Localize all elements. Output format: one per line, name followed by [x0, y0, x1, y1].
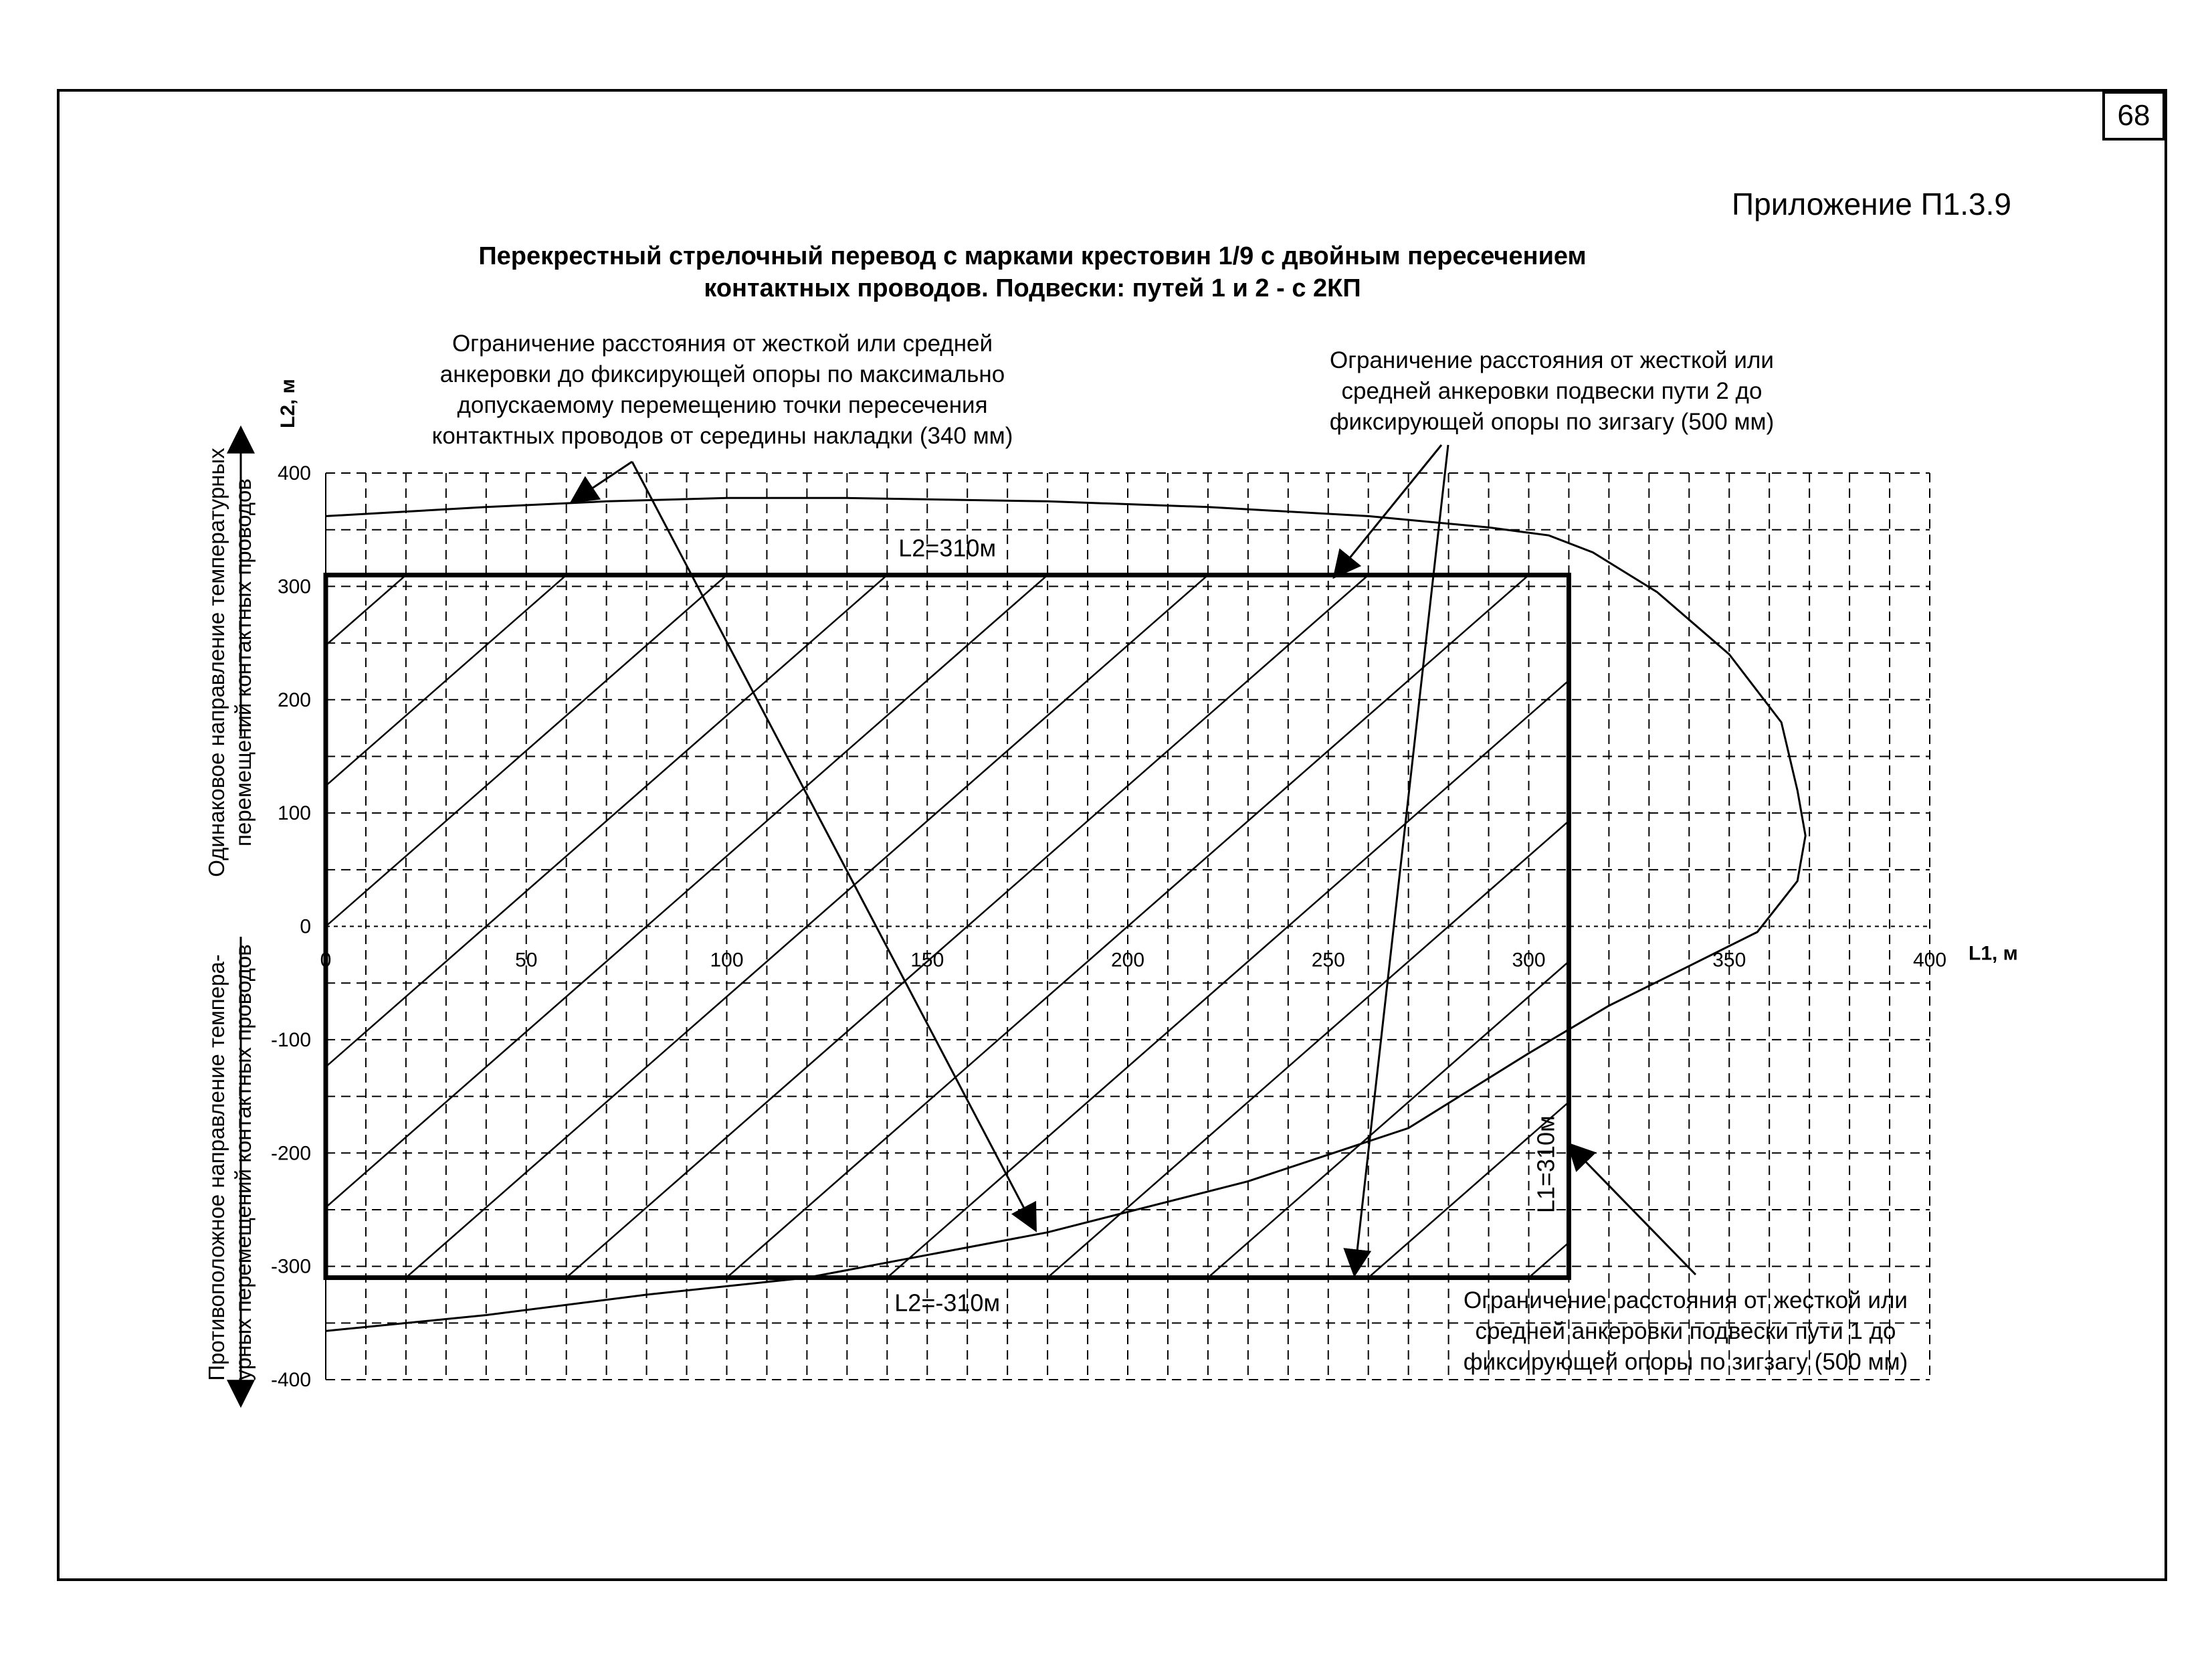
x-tick-label: 150	[910, 949, 944, 972]
y-tick-label: 300	[277, 575, 311, 598]
x-tick-label: 50	[515, 949, 538, 972]
annotation-line: фиксирующей опоры по зигзагу (500 мм)	[1329, 409, 1775, 435]
annotation-line: анкеровки до фиксирующей опоры по максимально	[439, 361, 1005, 387]
y-tick-label: -300	[270, 1255, 311, 1278]
y-tick-label: 200	[277, 688, 311, 711]
x-tick-label: 100	[710, 949, 744, 972]
annotation-line: допускаемому перемещению точки пересечения	[457, 392, 988, 418]
y-side-label-upper-line: Одинаковое направление температурных	[204, 448, 229, 877]
series-curve-0	[326, 498, 1805, 1331]
annotation-line: Ограничение расстояния от жесткой или	[1464, 1287, 1908, 1313]
hatch-line	[1849, 575, 2212, 1277]
y-side-label-upper-line: перемещений контактных проводов	[231, 478, 256, 846]
y-tick-label: -400	[270, 1369, 311, 1391]
hatch-line	[2171, 575, 2212, 1277]
annotation-line: Ограничение расстояния от жесткой или	[1330, 347, 1774, 373]
chart-title-line1: Перекрестный стрелочный перевод с марками крестовин 1/9 с двойным пересечением	[478, 242, 1587, 270]
leader-arrow	[1334, 445, 1441, 577]
annotations	[432, 331, 1908, 1375]
y-tick-label: 400	[277, 462, 311, 484]
label-right: L1=310м	[1532, 1115, 1560, 1214]
y-side-label-lower-line: турных перемещений контактных проводов	[231, 944, 256, 1391]
y-side-label-upper	[204, 448, 256, 877]
x-tick-label: 200	[1110, 949, 1145, 972]
x-tick-label: 250	[1311, 949, 1345, 972]
hatch-line	[1689, 575, 2212, 1277]
curves	[326, 498, 1805, 1331]
chart-title-line2: контактных проводов. Подвески: путей 1 и 2 - с 2КП	[704, 274, 1361, 302]
annotation-3	[1464, 1287, 1908, 1375]
annotation-line: фиксирующей опоры по зигзагу (500 мм)	[1463, 1349, 1908, 1375]
leader-arrow	[572, 462, 632, 502]
y-axis-label: L2, м	[277, 379, 299, 428]
annotation-line: средней анкеровки подвески пути 1 до	[1475, 1318, 1896, 1344]
hatch-line	[2010, 575, 2212, 1277]
page-number: 68	[2102, 91, 2165, 141]
x-axis-label: L1, м	[1969, 942, 2018, 965]
annotation-line: средней анкеровки подвески пути 2 до	[1341, 378, 1763, 404]
annotation-2	[1330, 347, 1774, 435]
y-tick-label: -200	[270, 1142, 311, 1165]
x-tick-label: 0	[320, 949, 332, 972]
label-top: L2=310м	[898, 534, 997, 562]
hatch-line	[0, 575, 85, 1277]
x-tick-label: 300	[1512, 949, 1546, 972]
x-tick-label: 350	[1712, 949, 1746, 972]
annotation-1	[432, 331, 1013, 449]
y-tick-label: 100	[277, 802, 311, 825]
annotation-line: контактных проводов от середины накладки (340 мм)	[431, 423, 1013, 449]
y-tick-label: -100	[270, 1028, 311, 1051]
tick-labels	[204, 379, 2018, 1391]
y-tick-label: 0	[300, 915, 311, 938]
y-side-label-lower-line: Противоположное направление темпера-	[204, 954, 229, 1381]
x-tick-label: 400	[1912, 949, 1947, 972]
appendix-label: Приложение П1.3.9	[1732, 187, 2011, 221]
annotation-line: Ограничение расстояния от жесткой или средней	[451, 331, 993, 357]
y-side-label-lower	[204, 944, 256, 1390]
label-bottom: L2=-310м	[894, 1289, 1001, 1317]
